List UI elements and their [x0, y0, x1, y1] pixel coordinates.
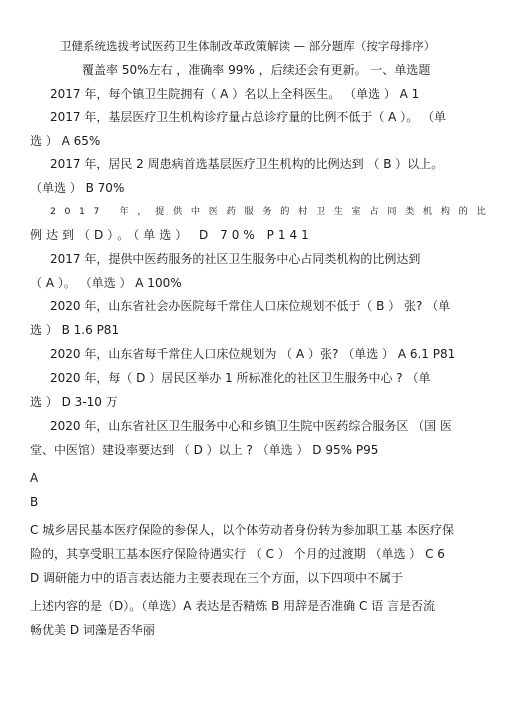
question-6-line-1: 2020 年，山东省社会办医院每千常住人口床位规划不低于（ B ） 张? （单: [50, 299, 451, 313]
question-c-line-1: C 城乡居民基本医疗保险的参保人，以个体劳动者身份转为参加职工基 本医疗保: [30, 523, 455, 537]
question-4-line-2: 例达到（D）。（单选） D 70% P141: [30, 228, 313, 242]
document-header: 卫健系统选拔考试医药卫生体制改革政策解读 — 部分题库（按字母排序）: [60, 39, 436, 53]
question-4-line-1: 2017 年，提供中医药服务的村卫生室占同类机构的比: [50, 206, 495, 217]
question-9-line-2: 堂、中医馆）建设率要达到 （ D ）以上 ? （单选 ） D 95% P95: [30, 443, 379, 457]
question-2-line-2: 选 ） A 65%: [30, 134, 101, 148]
question-3-line-1: 2017 年，居民 2 周患病首选基层医疗卫生机构的比例达到 （ B ）以上。: [50, 157, 444, 171]
question-9-line-1: 2020 年，山东省社区卫生服务中心和乡镇卫生院中医药综合服务区 （国 医: [50, 419, 452, 433]
stray-letter-b: B: [30, 495, 39, 509]
question-5-line-2: （ A ）。 （单选 ） A 100%: [30, 276, 182, 290]
question-1: 2017 年，每个镇卫生院拥有（ A ）名以上全科医生。 （单选 ） A 1: [50, 87, 420, 101]
question-d-line-3: 畅优美 D 词藻是否华丽: [30, 623, 155, 637]
question-d-line-1: D 调研能力中的语言表达能力主要表现在三个方面，以下四项中不属于: [30, 571, 404, 585]
question-8-line-1: 2020 年，每（ D ）居民区举办 1 所标准化的社区卫生服务中心 ? （单: [50, 371, 431, 385]
question-7: 2020 年，山东省每千常住人口床位规划为 （ A ）张? （单选 ） A 6.1 P81: [50, 347, 456, 361]
question-5-line-1: 2017 年，提供中医药服务的社区卫生服务中心占同类机构的比例达到: [50, 252, 421, 266]
question-c-line-2: 险的，其享受职工基本医疗保险待遇实行 （ C ） 个月的过渡期 （单选 ） C 6: [30, 547, 445, 561]
intro-line: 覆盖率 50%左右 ，准确率 99% ，后续还会有更新。 一、单选题: [82, 63, 431, 77]
stray-letter-a: A: [30, 471, 39, 485]
question-d-line-2: 上述内容的是（D）。（单选）A 表达是否精炼 B 用辞是否准确 C 语 言是否流: [30, 599, 435, 613]
question-6-line-2: 选 ） B 1.6 P81: [30, 323, 120, 337]
question-8-line-2: 选 ） D 3-10 万: [30, 395, 118, 409]
question-3-line-2: （单选 ） B 70%: [30, 181, 125, 195]
question-2-line-1: 2017 年，基层医疗卫生机构诊疗量占总诊疗量的比例不低于（ A ）。 （单: [50, 110, 447, 124]
